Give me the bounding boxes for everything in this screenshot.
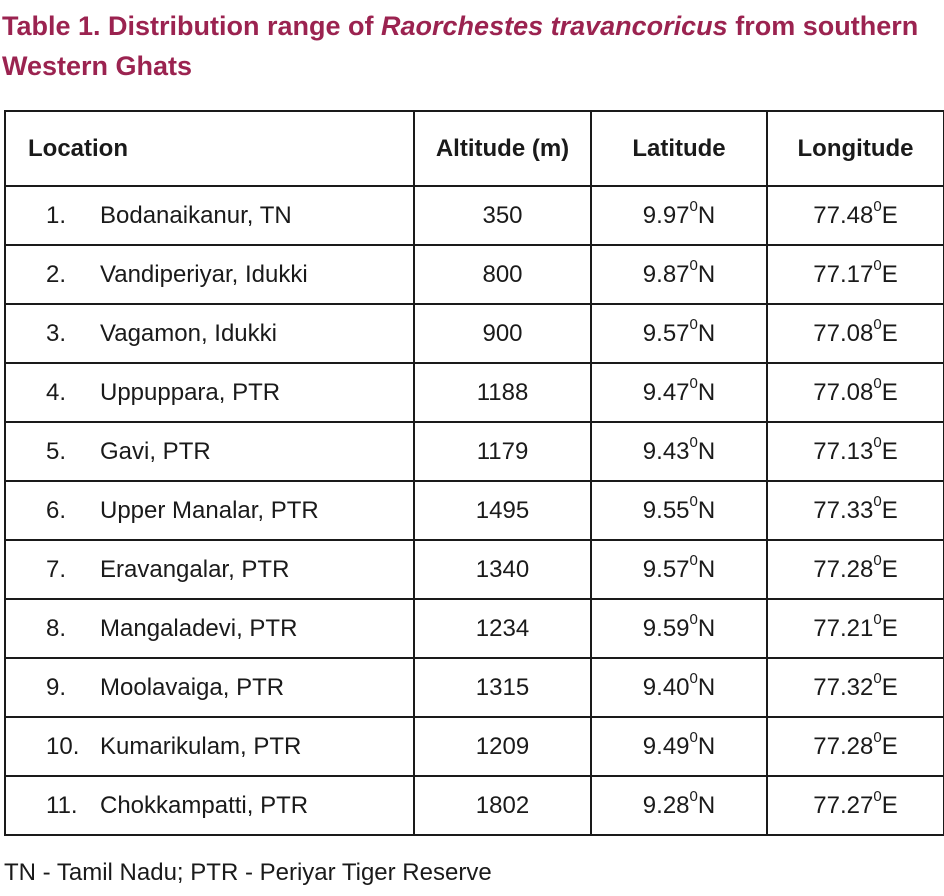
altitude-cell: 1209 xyxy=(414,717,591,776)
degree-mark: 0 xyxy=(689,256,698,274)
latitude-value: 9.57 xyxy=(642,555,690,583)
location-cell xyxy=(5,186,414,245)
degree-mark: 0 xyxy=(873,492,882,510)
longitude-direction: E xyxy=(881,319,898,347)
degree-mark: 0 xyxy=(689,669,698,687)
location-name: Upper Manalar, PTR xyxy=(100,496,319,524)
altitude-cell: 1802 xyxy=(414,776,591,835)
latitude-value: 9.49 xyxy=(642,732,690,760)
location-name: Mangaladevi, PTR xyxy=(100,614,298,642)
location-cell xyxy=(5,717,414,776)
location-cell xyxy=(5,363,414,422)
longitude-direction: E xyxy=(881,673,898,701)
longitude-value: 77.33 xyxy=(813,496,874,524)
table-row xyxy=(5,186,944,245)
table-footnote: TN - Tamil Nadu; PTR - Periyar Tiger Reserve xyxy=(4,859,492,886)
latitude-cell xyxy=(591,658,767,717)
location-cell xyxy=(5,422,414,481)
caption-prefix: Table 1. Distribution range of xyxy=(2,11,382,41)
longitude-value: 77.48 xyxy=(813,201,874,229)
degree-mark: 0 xyxy=(689,551,698,569)
latitude-value: 9.28 xyxy=(642,791,690,819)
longitude-cell xyxy=(767,717,944,776)
latitude-direction: N xyxy=(697,319,716,347)
longitude-cell xyxy=(767,363,944,422)
latitude-cell xyxy=(591,599,767,658)
longitude-cell xyxy=(767,599,944,658)
degree-mark: 0 xyxy=(873,669,882,687)
degree-mark: 0 xyxy=(873,787,882,805)
altitude-cell: 1340 xyxy=(414,540,591,599)
location-name: Vandiperiyar, Idukki xyxy=(100,260,308,288)
row-number: 7. xyxy=(46,555,67,583)
altitude-cell: 1179 xyxy=(414,422,591,481)
degree-mark: 0 xyxy=(689,197,698,215)
latitude-direction: N xyxy=(697,378,716,406)
degree-mark: 0 xyxy=(873,610,882,628)
longitude-direction: E xyxy=(881,614,898,642)
latitude-direction: N xyxy=(697,791,716,819)
longitude-cell xyxy=(767,422,944,481)
row-number: 3. xyxy=(46,319,67,347)
location-cell xyxy=(5,245,414,304)
table-row xyxy=(5,304,944,363)
longitude-value: 77.21 xyxy=(813,614,874,642)
longitude-direction: E xyxy=(881,260,898,288)
degree-mark: 0 xyxy=(689,433,698,451)
header-location: Location xyxy=(5,111,414,186)
altitude-cell: 1188 xyxy=(414,363,591,422)
latitude-direction: N xyxy=(697,201,716,229)
longitude-cell xyxy=(767,540,944,599)
altitude-cell: 900 xyxy=(414,304,591,363)
latitude-direction: N xyxy=(697,732,716,760)
latitude-value: 9.97 xyxy=(642,201,690,229)
table-body xyxy=(5,186,944,835)
latitude-direction: N xyxy=(697,673,716,701)
latitude-value: 9.57 xyxy=(642,319,690,347)
row-number: 9. xyxy=(46,673,67,701)
longitude-cell xyxy=(767,304,944,363)
table-caption xyxy=(2,6,932,86)
longitude-value: 77.27 xyxy=(813,791,874,819)
distribution-table xyxy=(4,110,944,836)
latitude-direction: N xyxy=(697,555,716,583)
header-row xyxy=(5,111,944,186)
table-row xyxy=(5,658,944,717)
latitude-cell xyxy=(591,422,767,481)
table-row xyxy=(5,599,944,658)
longitude-cell xyxy=(767,481,944,540)
latitude-direction: N xyxy=(697,614,716,642)
location-name: Gavi, PTR xyxy=(100,437,211,465)
header-altitude: Altitude (m) xyxy=(414,111,591,186)
row-number: 10. xyxy=(46,732,80,760)
latitude-cell xyxy=(591,186,767,245)
longitude-value: 77.17 xyxy=(813,260,874,288)
location-cell xyxy=(5,776,414,835)
location-name: Moolavaiga, PTR xyxy=(100,673,285,701)
longitude-direction: E xyxy=(881,732,898,760)
degree-mark: 0 xyxy=(689,787,698,805)
latitude-value: 9.47 xyxy=(642,378,690,406)
location-cell xyxy=(5,304,414,363)
longitude-direction: E xyxy=(881,201,898,229)
location-cell xyxy=(5,540,414,599)
latitude-value: 9.43 xyxy=(642,437,690,465)
degree-mark: 0 xyxy=(873,315,882,333)
location-name: Uppuppara, PTR xyxy=(100,378,281,406)
latitude-cell xyxy=(591,363,767,422)
table-row xyxy=(5,363,944,422)
row-number: 4. xyxy=(46,378,67,406)
location-cell xyxy=(5,658,414,717)
row-number: 5. xyxy=(46,437,67,465)
degree-mark: 0 xyxy=(689,374,698,392)
latitude-value: 9.59 xyxy=(642,614,690,642)
longitude-direction: E xyxy=(881,437,898,465)
altitude-cell: 1315 xyxy=(414,658,591,717)
table-row xyxy=(5,481,944,540)
altitude-cell: 350 xyxy=(414,186,591,245)
row-number: 2. xyxy=(46,260,67,288)
altitude-cell: 800 xyxy=(414,245,591,304)
latitude-value: 9.55 xyxy=(642,496,690,524)
degree-mark: 0 xyxy=(873,551,882,569)
degree-mark: 0 xyxy=(689,610,698,628)
row-number: 6. xyxy=(46,496,67,524)
location-cell xyxy=(5,481,414,540)
longitude-direction: E xyxy=(881,555,898,583)
altitude-cell: 1495 xyxy=(414,481,591,540)
longitude-value: 77.08 xyxy=(813,378,874,406)
row-number: 8. xyxy=(46,614,67,642)
header-longitude: Longitude xyxy=(767,111,944,186)
degree-mark: 0 xyxy=(873,433,882,451)
latitude-direction: N xyxy=(697,260,716,288)
longitude-value: 77.08 xyxy=(813,319,874,347)
longitude-direction: E xyxy=(881,791,898,819)
longitude-direction: E xyxy=(881,378,898,406)
table-row xyxy=(5,776,944,835)
location-cell xyxy=(5,599,414,658)
row-number: 11. xyxy=(46,791,78,819)
location-name: Chokkampatti, PTR xyxy=(100,791,309,819)
longitude-cell xyxy=(767,776,944,835)
degree-mark: 0 xyxy=(873,374,882,392)
latitude-cell xyxy=(591,245,767,304)
altitude-cell: 1234 xyxy=(414,599,591,658)
longitude-value: 77.28 xyxy=(813,555,874,583)
longitude-cell xyxy=(767,658,944,717)
latitude-cell xyxy=(591,304,767,363)
latitude-cell xyxy=(591,776,767,835)
location-name: Kumarikulam, PTR xyxy=(100,732,302,760)
latitude-cell xyxy=(591,717,767,776)
degree-mark: 0 xyxy=(689,315,698,333)
longitude-value: 77.28 xyxy=(813,732,874,760)
longitude-cell xyxy=(767,245,944,304)
table-row xyxy=(5,717,944,776)
latitude-direction: N xyxy=(697,496,716,524)
degree-mark: 0 xyxy=(689,492,698,510)
latitude-cell xyxy=(591,540,767,599)
latitude-cell xyxy=(591,481,767,540)
header-latitude: Latitude xyxy=(591,111,767,186)
longitude-value: 77.32 xyxy=(813,673,874,701)
location-name: Vagamon, Idukki xyxy=(100,319,277,347)
latitude-value: 9.87 xyxy=(642,260,690,288)
caption-species: Raorchestes travancoricus xyxy=(381,11,728,41)
location-name: Eravangalar, PTR xyxy=(100,555,290,583)
location-name: Bodanaikanur, TN xyxy=(100,201,292,229)
longitude-value: 77.13 xyxy=(813,437,874,465)
caption-suffix: from southern Western Ghats xyxy=(2,11,919,81)
longitude-cell xyxy=(767,186,944,245)
longitude-direction: E xyxy=(881,496,898,524)
row-number: 1. xyxy=(46,201,67,229)
table-row xyxy=(5,540,944,599)
degree-mark: 0 xyxy=(873,728,882,746)
degree-mark: 0 xyxy=(689,728,698,746)
table-row xyxy=(5,245,944,304)
degree-mark: 0 xyxy=(873,197,882,215)
latitude-value: 9.40 xyxy=(642,673,690,701)
table-row xyxy=(5,422,944,481)
latitude-direction: N xyxy=(697,437,716,465)
degree-mark: 0 xyxy=(873,256,882,274)
